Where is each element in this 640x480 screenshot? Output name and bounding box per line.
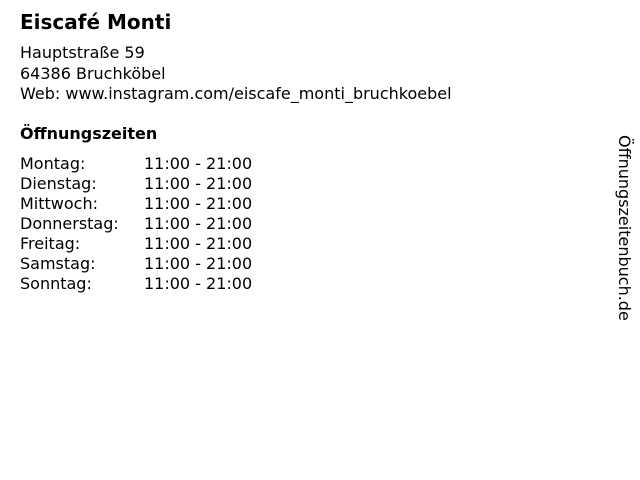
hours-row <box>20 194 252 214</box>
day-label: Freitag: <box>20 234 81 253</box>
address-block <box>20 43 452 105</box>
day-label: Sonntag: <box>20 274 92 293</box>
business-name: Eiscafé Monti <box>20 10 172 34</box>
day-label: Montag: <box>20 154 86 173</box>
day-label: Mittwoch: <box>20 194 98 213</box>
hours-table <box>20 154 252 294</box>
source-watermark: Öffnungszeitenbuch.de <box>615 135 634 321</box>
hours-heading: Öffnungszeiten <box>20 124 158 143</box>
day-label: Dienstag: <box>20 174 97 193</box>
time-range: 11:00 - 21:00 <box>144 274 253 293</box>
hours-row <box>20 254 252 274</box>
hours-row <box>20 154 252 174</box>
day-label: Samstag: <box>20 254 96 273</box>
time-range: 11:00 - 21:00 <box>144 174 253 193</box>
hours-row <box>20 274 252 294</box>
street-address: Hauptstraße 59 <box>20 43 145 62</box>
time-range: 11:00 - 21:00 <box>144 154 253 173</box>
hours-row <box>20 214 252 234</box>
hours-row <box>20 234 252 254</box>
time-range: 11:00 - 21:00 <box>144 194 253 213</box>
website: Web: www.instagram.com/eiscafe_monti_bruchkoebel <box>20 84 452 103</box>
time-range: 11:00 - 21:00 <box>144 254 253 273</box>
hours-row <box>20 174 252 194</box>
time-range: 11:00 - 21:00 <box>144 214 253 233</box>
time-range: 11:00 - 21:00 <box>144 234 253 253</box>
day-label: Donnerstag: <box>20 214 119 233</box>
city-address: 64386 Bruchköbel <box>20 63 166 83</box>
